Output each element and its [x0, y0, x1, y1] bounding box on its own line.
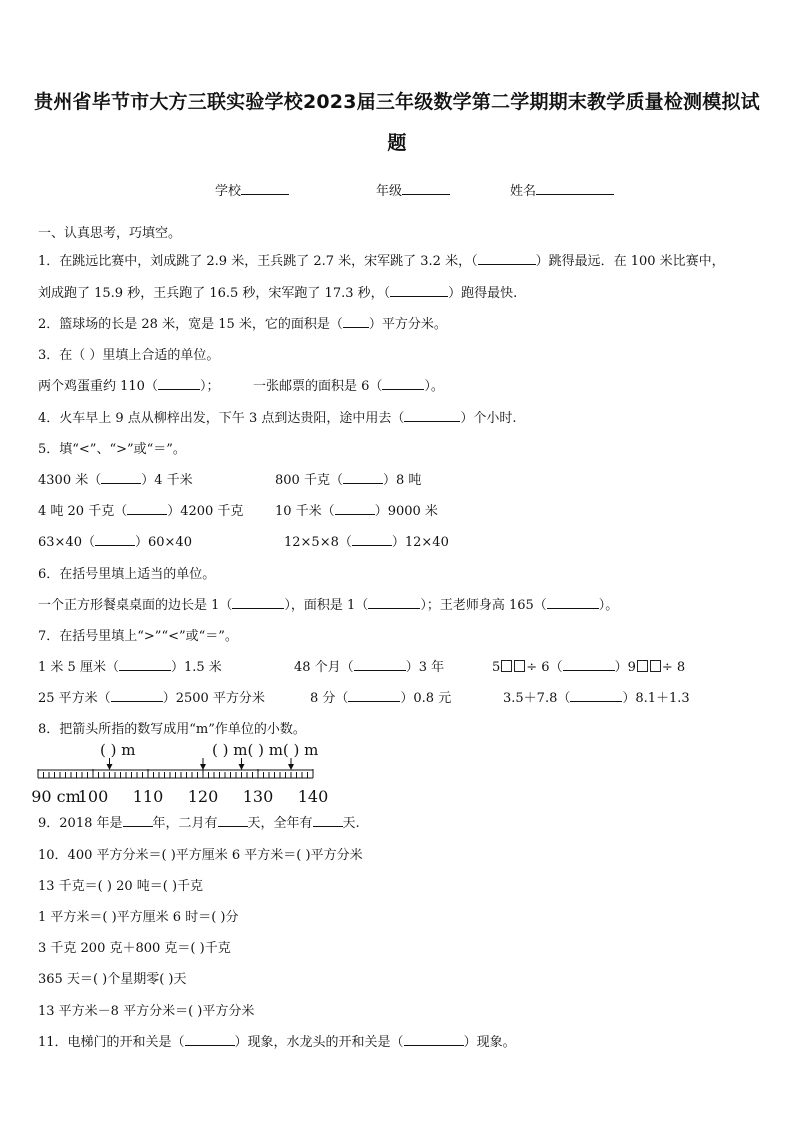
ruler-tick-labels: [31, 787, 328, 806]
question-8: 8．把箭头所指的数写成用“m”作单位的小数。: [38, 722, 306, 737]
q5-row-1-left: 4300 米（ ）4 千米: [38, 473, 193, 488]
q5-row-2-left: 4 吨 20 千克（ ）4200 千克: [38, 504, 244, 519]
question-10-line-1: 10．400 平方分米＝( )平方厘米 6 平方米＝( )平方分米: [38, 848, 363, 863]
q5-row-3-left: 63×40（ ）60×40: [38, 535, 192, 550]
name-blank: [536, 182, 614, 195]
question-6-body: 一个正方形餐桌桌面的边长是 1（ ），面积是 1（ ）；王老师身高 165（ ）。: [38, 598, 619, 613]
grade-field: [376, 180, 450, 199]
question-5: 5．填“<”、“>”或“＝”。: [38, 442, 186, 457]
question-10-line-6: 13 平方米－8 平方分米＝( )平方分米: [38, 1004, 255, 1019]
q7-row-1-c: 5 ÷ 6（ ）9 ÷ 8: [492, 660, 686, 675]
ruler-tick-label: 120: [187, 787, 219, 806]
digit-box: [650, 660, 661, 672]
ruler-arrowhead: [200, 764, 206, 770]
question-2: 2．篮球场的长是 28 米，宽是 15 米，它的面积是（ ）平方分米。: [38, 317, 447, 332]
question-4: 4．火车早上 9 点从柳梓出发，下午 3 点到达贵阳，途中用去（ ）个小时.: [38, 411, 517, 426]
q5-row-3-right: 12×5×8（ ）12×40: [284, 535, 449, 550]
digit-box: [501, 660, 512, 672]
ruler-body: [38, 769, 313, 778]
digit-box: [514, 660, 525, 672]
ruler-arrowhead: [239, 764, 245, 770]
digit-box: [637, 660, 648, 672]
page-title: 贵州省毕节市大方三联实验学校2023届三年级数学第二学期期末教学质量检测模拟试: [34, 91, 760, 113]
question-6: 6．在括号里填上适当的单位。: [38, 567, 216, 582]
ruler-label-1: ( ) m: [100, 741, 136, 759]
grade-blank: [402, 182, 450, 195]
question-1-line-2: 刘成跑了 15.9 秒，王兵跑了 16.5 秒，宋军跑了 17.3 秒，（ ）跑得最快.: [38, 286, 518, 301]
question-11: 11．电梯门的开和关是（ ）现象，水龙头的开和关是（ ）现象。: [38, 1035, 516, 1050]
question-9: 9．2018 年是 年，二月有 天，全年有 天.: [38, 816, 360, 831]
ruler-tick-label: 110: [132, 787, 164, 806]
ruler-arrowhead: [288, 764, 294, 770]
ruler-tick-label: 140: [297, 787, 329, 806]
ruler-tick-label: 130: [242, 787, 274, 806]
page-title-continued: 题: [387, 132, 407, 154]
question-7: 7．在括号里填上“>”“<”或“＝”。: [38, 629, 238, 644]
q7-row-2-c: 3.5＋7.8（ ）8.1＋1.3: [503, 691, 690, 706]
q7-row-1-b: 48 个月（ ）3 年: [294, 660, 445, 675]
q7-row-1-a: 1 米 5 厘米（ ）1.5 米: [38, 660, 222, 675]
q5-row-1-right: 800 千克（ ）8 吨: [275, 473, 422, 488]
ruler-tick-label: 90 cm: [31, 787, 81, 806]
question-3-item-2: 一张邮票的面积是 6（ ）。: [253, 379, 444, 394]
name-field: [510, 180, 614, 199]
ruler-arrowhead: [107, 764, 113, 770]
name-label: 姓名: [510, 184, 537, 199]
question-3: 3．在（ ）里填上合适的单位。: [38, 348, 220, 363]
question-10-line-3: 1 平方米＝( )平方厘米 6 时＝( )分: [38, 910, 239, 925]
school-field: [215, 180, 289, 199]
question-10-line-4: 3 千克 200 克＋800 克＝( )千克: [38, 941, 231, 956]
section-heading: 一、认真思考，巧填空。: [38, 226, 182, 241]
ruler-label-2: ( ) m( ) m( ) m: [212, 741, 319, 759]
school-blank: [241, 182, 289, 195]
ruler-tick-label: 100: [77, 787, 109, 806]
ruler-figure: [30, 738, 380, 808]
school-label: 学校: [215, 184, 242, 199]
q7-row-2-a: 25 平方米（ ）2500 平方分米: [38, 691, 265, 706]
question-10-line-2: 13 千克＝( ) 20 吨＝( )千克: [38, 879, 204, 894]
q5-row-2-right: 10 千米（ ）9000 米: [275, 504, 438, 519]
ruler-arrows: [107, 758, 295, 770]
grade-label: 年级: [376, 184, 403, 199]
question-3-item-1: 两个鸡蛋重约 110（ ）；: [38, 379, 220, 394]
question-1-line-1: 1．在跳远比赛中，刘成跳了 2.9 米，王兵跳了 2.7 米，宋军跳了 3.2 米，（ ）跳得最远．在 100 米比赛中，: [38, 254, 725, 269]
q7-row-2-b: 8 分（ ）0.8 元: [310, 691, 452, 706]
question-10-line-5: 365 天＝( )个星期零( )天: [38, 972, 187, 987]
